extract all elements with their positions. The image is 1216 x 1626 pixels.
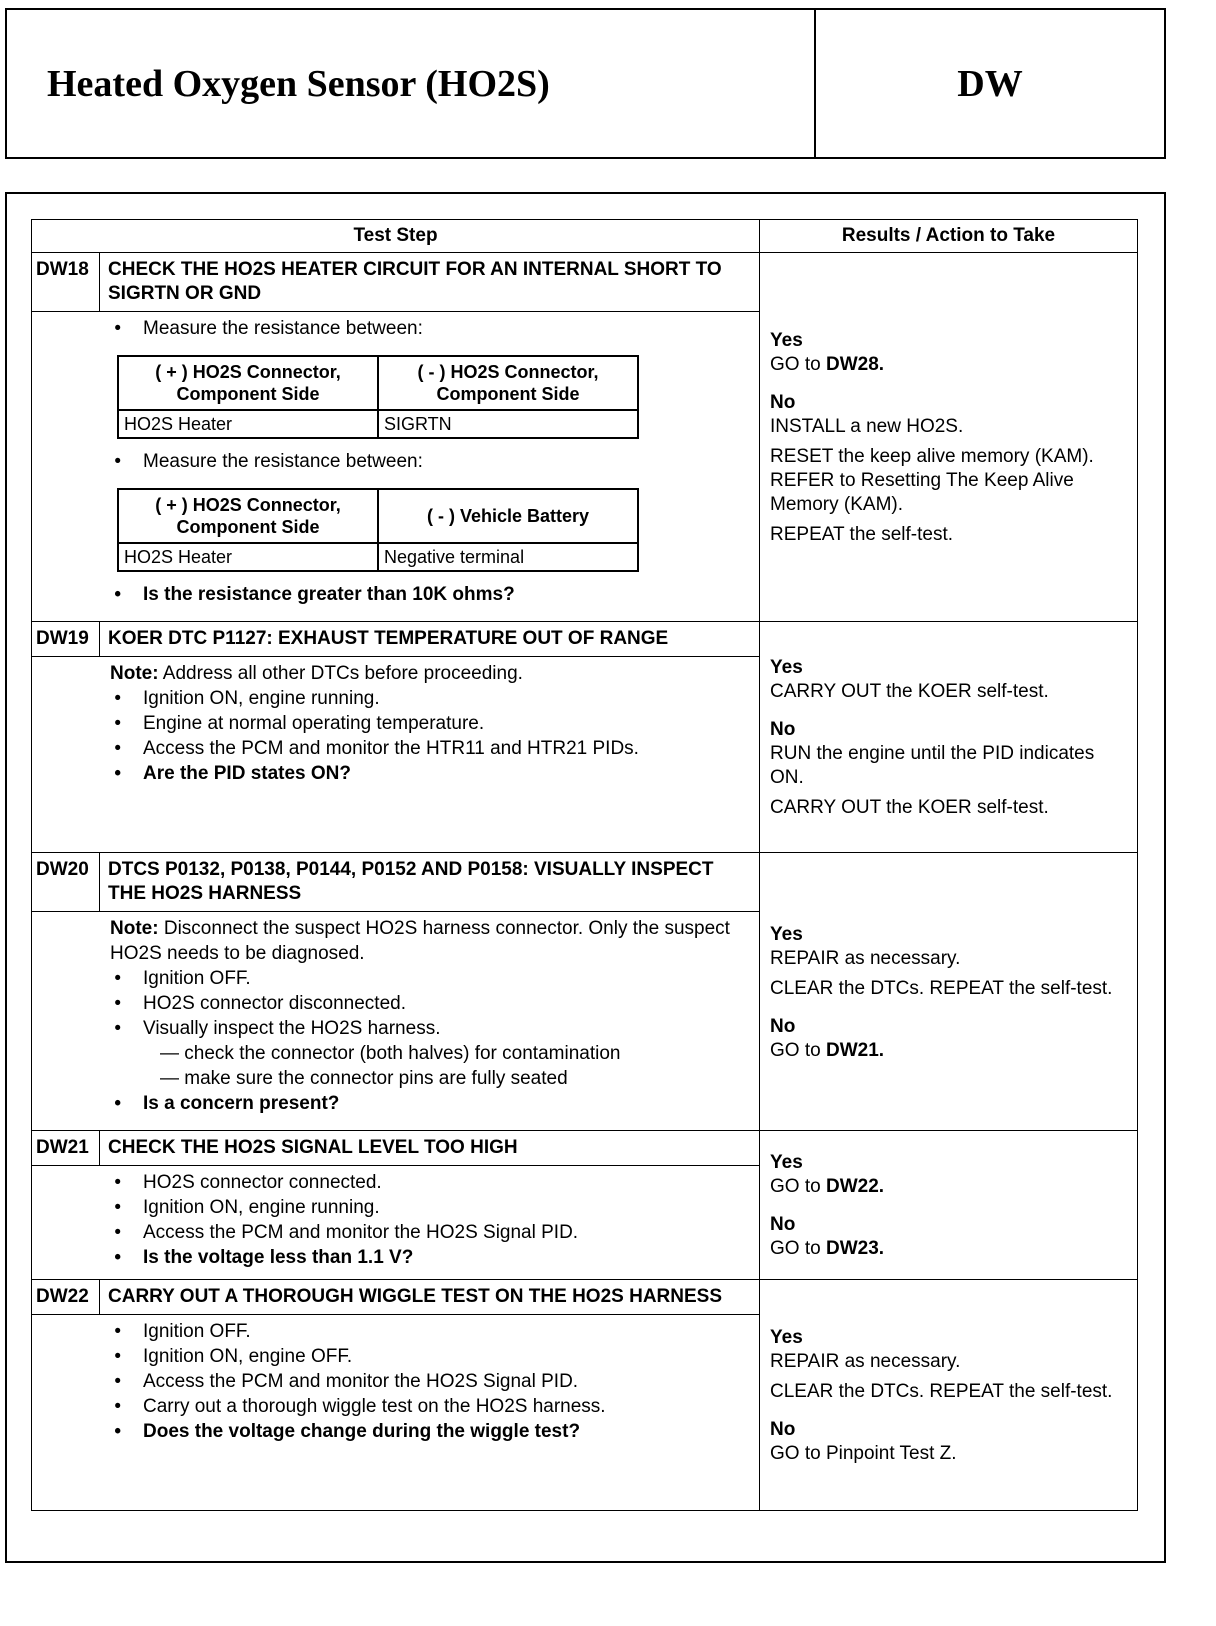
test-step-row (32, 1131, 1137, 1280)
results-cell (760, 253, 1137, 621)
bullet-text: Ignition ON, engine OFF. (143, 1346, 353, 1367)
test-step-row (32, 622, 1137, 853)
result-action (770, 523, 1127, 547)
result-action (770, 1175, 1127, 1199)
table-header (32, 220, 1137, 253)
action-text: GO to (770, 1238, 826, 1259)
action-text: RESET the keep alive memory (KAM). REFER to Resetting The Keep Alive Memory (KAM). (770, 446, 1094, 515)
bullet-item (32, 686, 751, 711)
bullet-icon: • (114, 1093, 121, 1114)
bullet-icon: • (114, 1222, 121, 1243)
bullet-icon: • (114, 993, 121, 1014)
result-label: No (770, 1214, 796, 1235)
sub-item: — check the connector (both halves) for contamination (160, 1043, 621, 1064)
result-action (770, 1380, 1127, 1404)
action-text: CARRY OUT the KOER self-test. (770, 681, 1049, 702)
action-text: GO to (770, 1176, 826, 1197)
bullet-item (32, 991, 751, 1016)
test-step-row (32, 853, 1137, 1131)
result-action (770, 445, 1127, 517)
result-label: No (770, 392, 796, 413)
connector-table (117, 355, 639, 439)
test-step-cell (32, 1280, 760, 1510)
results-cell (760, 853, 1137, 1130)
bullet-icon: • (114, 713, 121, 734)
table-header-row (118, 489, 638, 543)
bullet-item (32, 1369, 751, 1394)
table-row (118, 543, 638, 571)
bullet-icon: • (114, 1396, 121, 1417)
result-action (770, 680, 1127, 704)
question-item (32, 1419, 751, 1444)
action-text: REPAIR as necessary. (770, 947, 961, 969)
bullet-text: Measure the resistance between: (143, 451, 423, 472)
action-text: GO to (770, 354, 826, 375)
bullet-item (32, 711, 751, 736)
action-text: REPEAT the self-test. (770, 524, 954, 545)
action-text: INSTALL a new HO2S. (770, 416, 964, 437)
note-text (32, 661, 751, 686)
bullet-text: Is the voltage less than 1.1 V? (143, 1247, 414, 1268)
step-title-row (32, 1131, 759, 1166)
step-reference: DW22. (825, 1176, 885, 1197)
bullet-item (32, 1220, 751, 1245)
table-header-cell: ( - ) Vehicle Battery (378, 489, 638, 543)
bullet-icon: • (114, 1321, 121, 1342)
bullet-text: Ignition ON, engine running. (143, 1197, 380, 1218)
step-title: CHECK THE HO2S HEATER CIRCUIT FOR AN INTERNAL SHORT TO SIGRTN OR GND (108, 259, 722, 304)
note-body: Disconnect the suspect HO2S harness connector. Only the suspect HO2S needs to be diagnosed. (110, 918, 730, 964)
step-body (32, 1166, 759, 1274)
action-text: CARRY OUT the KOER self-test. (770, 797, 1049, 818)
result-action (770, 1039, 1127, 1063)
result-label: No (770, 719, 796, 740)
table-header-cell: ( - ) HO2S Connector, Component Side (378, 356, 638, 410)
step-title-row (32, 853, 759, 912)
page-header (5, 8, 1166, 159)
results-cell (760, 622, 1137, 852)
result-action (770, 1350, 1127, 1374)
column-header-test-step: Test Step (32, 220, 760, 252)
bullet-text: Ignition ON, engine running. (143, 688, 380, 709)
result-label: Yes (770, 1152, 803, 1173)
step-title-row (32, 1280, 759, 1315)
result-action (770, 977, 1127, 1001)
step-reference: DW28. (825, 354, 885, 375)
result-action (770, 947, 1127, 971)
action-text: GO to (770, 1039, 826, 1061)
result-action (770, 796, 1127, 820)
test-step-row (32, 1280, 1137, 1510)
note-body: Address all other DTCs before proceeding. (158, 663, 523, 684)
bullet-item (32, 1344, 751, 1369)
column-header-results: Results / Action to Take (841, 225, 1056, 246)
table-header-cell: ( + ) HO2S Connector, Component Side (118, 356, 378, 410)
step-reference: DW21. (825, 1039, 885, 1061)
question-item (32, 1245, 751, 1270)
bullet-item (32, 1170, 751, 1195)
step-body (32, 912, 759, 1120)
table-cell: SIGRTN (378, 410, 638, 438)
bullet-item (32, 1016, 751, 1041)
test-step-cell (32, 622, 760, 852)
table-cell: HO2S Heater (118, 543, 378, 571)
action-text: RUN the engine until the PID indicates ON. (770, 743, 1095, 788)
result-action (770, 353, 1127, 377)
bullet-icon: • (114, 1346, 121, 1367)
action-text: REPAIR as necessary. (770, 1351, 961, 1372)
bullet-text: Carry out a thorough wiggle test on the HO2S harness. (143, 1396, 606, 1417)
step-id: DW20 (32, 853, 100, 911)
results-cell (760, 1280, 1137, 1510)
table-cell: HO2S Heater (118, 410, 378, 438)
test-step-table (31, 219, 1138, 1511)
action-text: CLEAR the DTCs. REPEAT the self-test. (770, 977, 1113, 999)
bullet-icon: • (114, 1421, 121, 1442)
test-step-cell (32, 1131, 760, 1279)
result-action (770, 1442, 1127, 1466)
bullet-text: Access the PCM and monitor the HTR11 and HTR21 PIDs. (143, 738, 639, 759)
bullet-item (32, 736, 751, 761)
note-text (32, 916, 751, 966)
bullet-text: HO2S connector connected. (143, 1172, 382, 1193)
bullet-text: Is the resistance greater than 10K ohms? (143, 584, 515, 605)
bullet-icon: • (114, 763, 121, 784)
step-title-row (32, 253, 759, 312)
result-label: No (770, 1015, 796, 1037)
step-title: DTCS P0132, P0138, P0144, P0152 AND P0158: VISUALLY INSPECT THE HO2S HARNESS (108, 859, 714, 904)
step-reference: DW23. (825, 1238, 885, 1259)
bullet-text: Does the voltage change during the wiggle test? (143, 1421, 581, 1442)
step-body (32, 312, 759, 611)
step-id: DW19 (32, 622, 100, 656)
step-id: DW18 (32, 253, 100, 311)
bullet-icon: • (114, 1172, 121, 1193)
bullet-icon: • (114, 451, 121, 472)
table-row (118, 410, 638, 438)
step-body (32, 1315, 759, 1448)
bullet-icon: • (114, 738, 121, 759)
result-action (770, 415, 1127, 439)
test-step-row (32, 253, 1137, 622)
action-text: GO to Pinpoint Test Z. (770, 1443, 957, 1464)
note-label: Note: (110, 918, 159, 939)
result-label: Yes (770, 330, 803, 351)
bullet-icon: • (114, 1018, 121, 1039)
bullet-icon: • (114, 968, 121, 989)
bullet-icon: • (114, 318, 121, 339)
bullet-item (32, 1394, 751, 1419)
results-cell (760, 1131, 1137, 1279)
bullet-item (32, 449, 751, 474)
bullet-text: Ignition OFF. (143, 968, 251, 989)
result-action (770, 742, 1127, 790)
result-label: No (770, 1419, 796, 1440)
action-text: CLEAR the DTCs. REPEAT the self-test. (770, 1381, 1113, 1402)
result-label: Yes (770, 923, 803, 945)
bullet-icon: • (114, 688, 121, 709)
connector-table (117, 488, 639, 572)
step-title: CHECK THE HO2S SIGNAL LEVEL TOO HIGH (108, 1137, 518, 1158)
table-header-cell: ( + ) HO2S Connector, Component Side (118, 489, 378, 543)
bullet-icon: • (114, 1197, 121, 1218)
result-label: Yes (770, 1327, 803, 1348)
bullet-text: HO2S connector disconnected. (143, 993, 406, 1014)
bullet-item (32, 966, 751, 991)
question-item (32, 1091, 751, 1116)
step-body (32, 657, 759, 790)
result-label: Yes (770, 657, 803, 678)
bullet-item (32, 1195, 751, 1220)
step-id: DW21 (32, 1131, 100, 1165)
table-cell: Negative terminal (378, 543, 638, 571)
bullet-text: Access the PCM and monitor the HO2S Signal PID. (143, 1222, 579, 1243)
bullet-icon: • (114, 584, 121, 605)
bullet-text: Access the PCM and monitor the HO2S Signal PID. (143, 1371, 579, 1392)
bullet-text: Engine at normal operating temperature. (143, 713, 485, 734)
step-title: KOER DTC P1127: EXHAUST TEMPERATURE OUT OF RANGE (108, 628, 669, 649)
question-item (32, 761, 751, 786)
step-title-row (32, 622, 759, 657)
bullet-item (32, 316, 751, 341)
bullet-text: Measure the resistance between: (143, 318, 423, 339)
question-item (32, 582, 751, 607)
bullet-text: Ignition OFF. (143, 1321, 251, 1342)
bullet-text: Is a concern present? (143, 1093, 340, 1114)
bullet-icon: • (114, 1247, 121, 1268)
step-title: CARRY OUT A THOROUGH WIGGLE TEST ON THE HO2S HARNESS (108, 1286, 723, 1307)
section-code: DW (957, 62, 1023, 105)
sub-item: — make sure the connector pins are fully seated (160, 1068, 568, 1089)
test-step-cell (32, 853, 760, 1130)
bullet-icon: • (114, 1371, 121, 1392)
step-id: DW22 (32, 1280, 100, 1314)
result-action (770, 1237, 1127, 1261)
bullet-item (32, 1319, 751, 1344)
test-step-cell (32, 253, 760, 621)
bullet-text: Are the PID states ON? (143, 763, 351, 784)
bullet-text: Visually inspect the HO2S harness. (143, 1018, 441, 1039)
page-title: Heated Oxygen Sensor (HO2S) (7, 10, 816, 157)
note-label: Note: (110, 663, 159, 684)
table-header-row (118, 356, 638, 410)
